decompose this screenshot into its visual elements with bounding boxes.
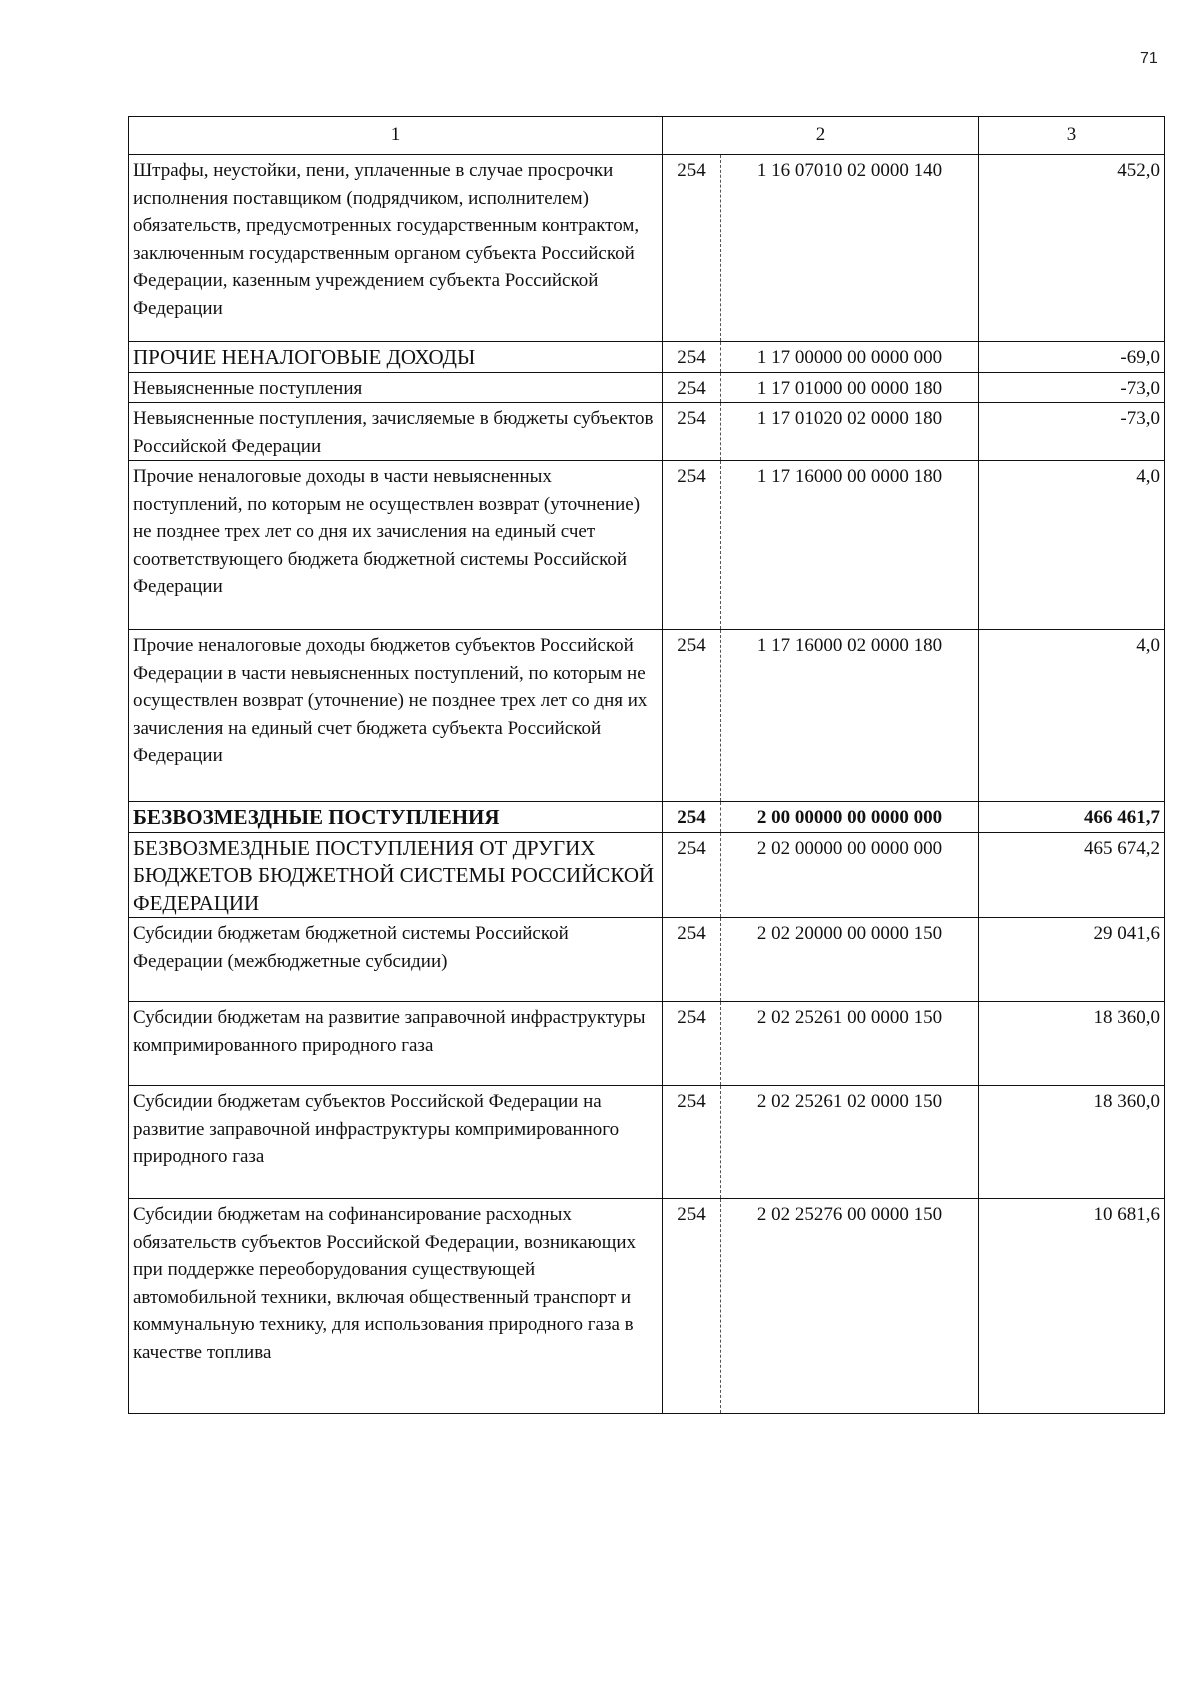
row-name: Субсидии бюджетам на развитие заправочной инфраструктуры компримированного природного газа [129, 1002, 663, 1086]
row-admin-code: 254 [663, 342, 721, 373]
header-col-2: 2 [663, 117, 979, 155]
row-amount: 29 041,6 [979, 918, 1165, 1002]
row-amount: 466 461,7 [979, 802, 1165, 833]
row-admin-code: 254 [663, 461, 721, 630]
row-budget-code: 1 17 16000 00 0000 180 [721, 461, 979, 630]
row-amount: 4,0 [979, 461, 1165, 630]
row-budget-code: 1 16 07010 02 0000 140 [721, 155, 979, 342]
table-row [129, 461, 1165, 630]
row-budget-code: 2 02 25276 00 0000 150 [721, 1199, 979, 1414]
table-row [129, 1199, 1165, 1414]
row-amount: 18 360,0 [979, 1002, 1165, 1086]
row-amount: 4,0 [979, 630, 1165, 802]
row-admin-code: 254 [663, 155, 721, 342]
row-amount: 452,0 [979, 155, 1165, 342]
table-row [129, 1002, 1165, 1086]
row-admin-code: 254 [663, 1199, 721, 1414]
table-row [129, 630, 1165, 802]
header-col-3: 3 [979, 117, 1165, 155]
row-admin-code: 254 [663, 403, 721, 461]
budget-table [128, 116, 1165, 1414]
row-name: Субсидии бюджетам на софинансирование расходных обязательств субъектов Российской Федерации, возникающих при поддержке переоборудования существующей автомобильной техники, включая общественный транспорт и коммунальную технику, для использования природного газа в качестве топлива [129, 1199, 663, 1414]
row-amount: 465 674,2 [979, 832, 1165, 918]
table-row [129, 802, 1165, 833]
table-row [129, 832, 1165, 918]
table-row [129, 403, 1165, 461]
row-name: БЕЗВОЗМЕЗДНЫЕ ПОСТУПЛЕНИЯ [129, 802, 663, 833]
row-name: ПРОЧИЕ НЕНАЛОГОВЫЕ ДОХОДЫ [129, 342, 663, 373]
row-name: Штрафы, неустойки, пени, уплаченные в случае просрочки исполнения поставщиком (подрядчиком, исполнителем) обязательств, предусмотренных государственным контрактом, заключенным государственным органом субъекта Российской Федерации, казенным учреждением субъекта Российской Федерации [129, 155, 663, 342]
row-amount: 18 360,0 [979, 1086, 1165, 1199]
header-row [129, 117, 1165, 155]
row-name: БЕЗВОЗМЕЗДНЫЕ ПОСТУПЛЕНИЯ ОТ ДРУГИХ БЮДЖЕТОВ БЮДЖЕТНОЙ СИСТЕМЫ РОССИЙСКОЙ ФЕДЕРАЦИИ [129, 832, 663, 918]
row-budget-code: 2 02 20000 00 0000 150 [721, 918, 979, 1002]
row-admin-code: 254 [663, 372, 721, 403]
row-amount: -73,0 [979, 403, 1165, 461]
row-admin-code: 254 [663, 630, 721, 802]
row-amount: -69,0 [979, 342, 1165, 373]
row-name: Субсидии бюджетам бюджетной системы Российской Федерации (межбюджетные субсидии) [129, 918, 663, 1002]
row-amount: -73,0 [979, 372, 1165, 403]
table-row [129, 372, 1165, 403]
row-amount: 10 681,6 [979, 1199, 1165, 1414]
page-number: 71 [1140, 50, 1158, 67]
row-name: Прочие неналоговые доходы бюджетов субъектов Российской Федерации в части невыясненных поступлений, по которым не осуществлен возврат (уточнение) не позднее трех лет со дня их зачисления на единый счет бюджета субъекта Российской Федерации [129, 630, 663, 802]
row-budget-code: 1 17 16000 02 0000 180 [721, 630, 979, 802]
row-name: Невыясненные поступления [129, 372, 663, 403]
row-admin-code: 254 [663, 1086, 721, 1199]
table-row [129, 918, 1165, 1002]
row-admin-code: 254 [663, 832, 721, 918]
header-col-1: 1 [129, 117, 663, 155]
table-row [129, 155, 1165, 342]
row-budget-code: 2 00 00000 00 0000 000 [721, 802, 979, 833]
table-row [129, 1086, 1165, 1199]
row-budget-code: 1 17 01000 00 0000 180 [721, 372, 979, 403]
row-budget-code: 1 17 00000 00 0000 000 [721, 342, 979, 373]
row-name: Прочие неналоговые доходы в части невыясненных поступлений, по которым не осуществлен возврат (уточнение) не позднее трех лет со дня их зачисления на единый счет соответствующего бюджета бюджетной системы Российской Федерации [129, 461, 663, 630]
row-admin-code: 254 [663, 918, 721, 1002]
table-row [129, 342, 1165, 373]
row-name: Субсидии бюджетам субъектов Российской Федерации на развитие заправочной инфраструктуры компримированного природного газа [129, 1086, 663, 1199]
row-name: Невыясненные поступления, зачисляемые в бюджеты субъектов Российской Федерации [129, 403, 663, 461]
row-budget-code: 2 02 25261 02 0000 150 [721, 1086, 979, 1199]
row-admin-code: 254 [663, 802, 721, 833]
row-budget-code: 2 02 00000 00 0000 000 [721, 832, 979, 918]
row-budget-code: 1 17 01020 02 0000 180 [721, 403, 979, 461]
row-budget-code: 2 02 25261 00 0000 150 [721, 1002, 979, 1086]
row-admin-code: 254 [663, 1002, 721, 1086]
